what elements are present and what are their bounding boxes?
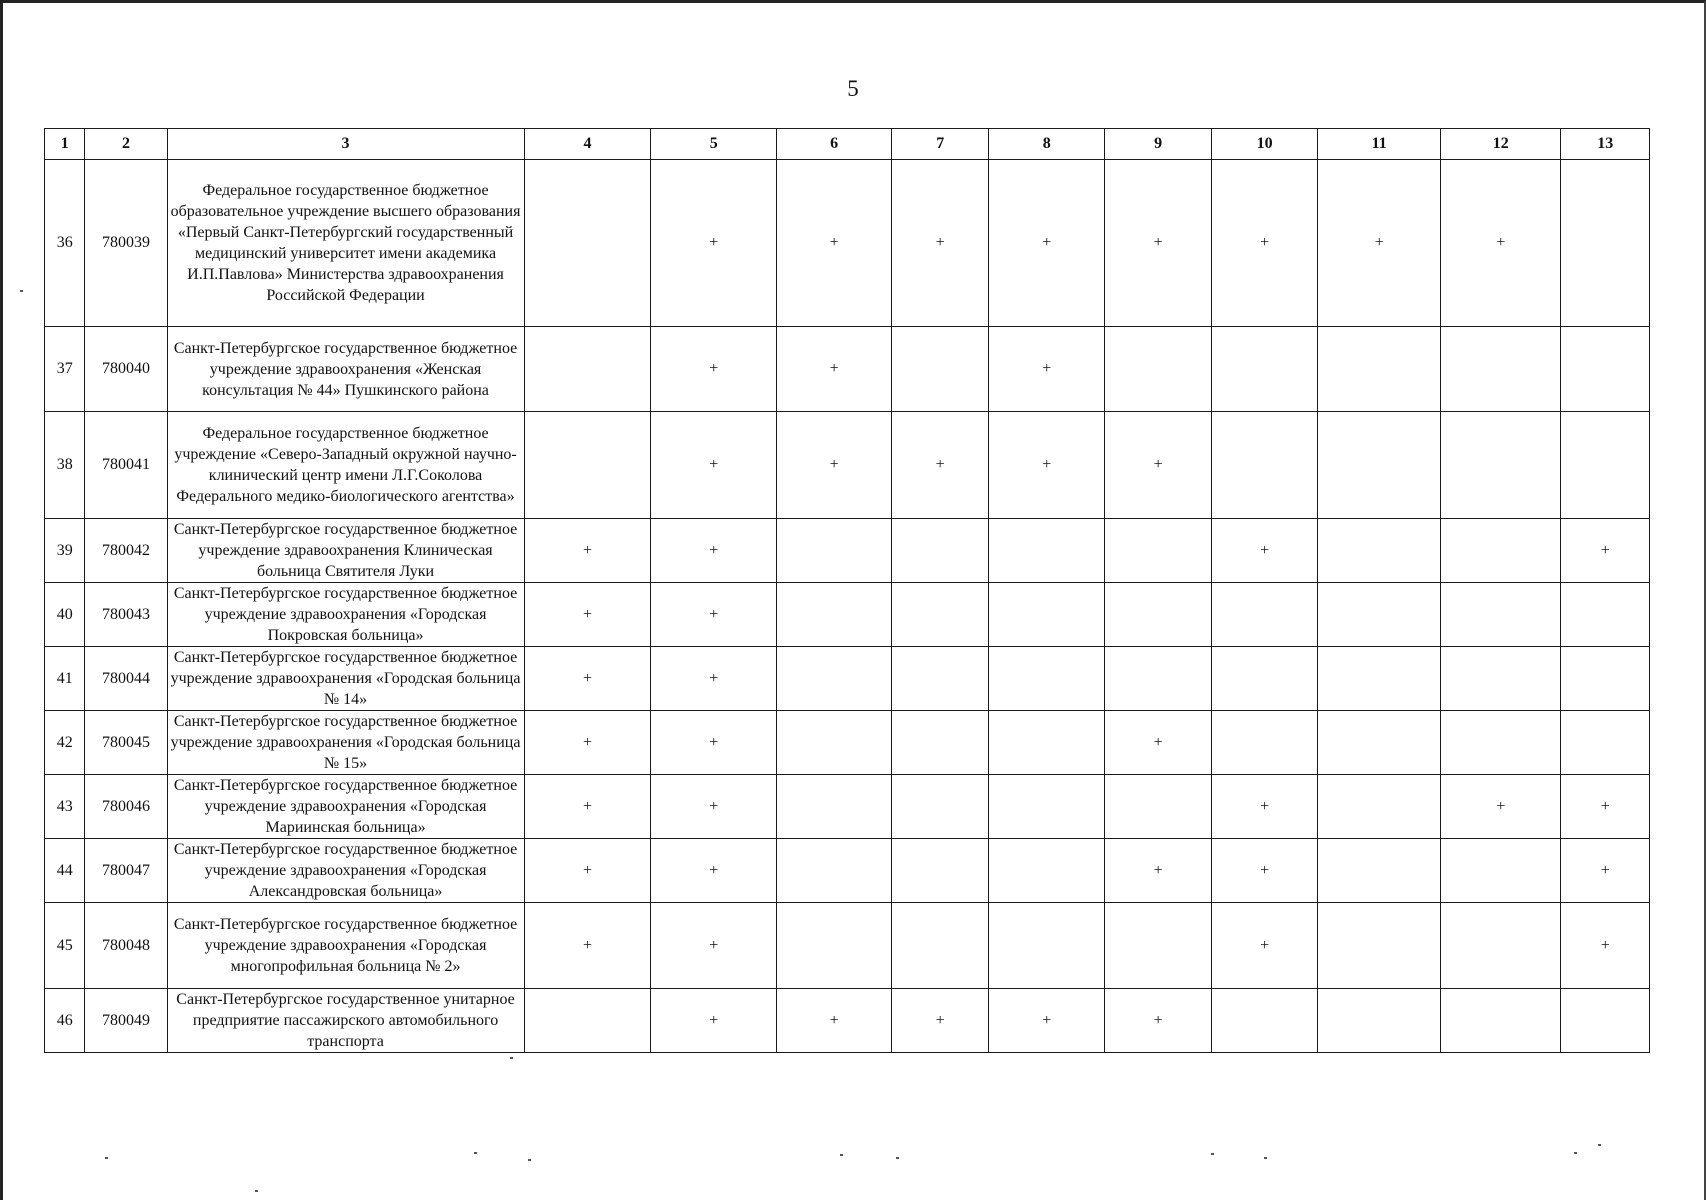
mark-cell-col-6: + xyxy=(777,989,892,1053)
scan-speck xyxy=(474,1152,477,1154)
row-number: 44 xyxy=(45,839,85,903)
mark-cell-col-6: + xyxy=(777,327,892,412)
mark-cell-col-10 xyxy=(1211,412,1318,519)
scan-speck xyxy=(1598,1144,1601,1146)
mark-cell-col-9: + xyxy=(1105,160,1212,327)
mark-cell-col-10: + xyxy=(1211,839,1318,903)
table-row xyxy=(45,519,1650,583)
column-header-12: 12 xyxy=(1441,129,1561,160)
mark-cell-col-5: + xyxy=(651,647,777,711)
mark-cell-col-5: + xyxy=(651,903,777,989)
mark-cell-col-7: + xyxy=(892,160,989,327)
mark-cell-col-12 xyxy=(1441,327,1561,412)
scan-speck xyxy=(840,1154,843,1156)
organization-code: 780040 xyxy=(85,327,167,412)
organization-code: 780049 xyxy=(85,989,167,1053)
mark-cell-col-11 xyxy=(1318,775,1441,839)
table-row xyxy=(45,647,1650,711)
mark-cell-col-6 xyxy=(777,903,892,989)
mark-cell-col-6 xyxy=(777,519,892,583)
column-header-6: 6 xyxy=(777,129,892,160)
row-number: 46 xyxy=(45,989,85,1053)
organization-name: Санкт-Петербургское государственное бюджетное учреждение здравоохранения «Женская консультация № 44» Пушкинского района xyxy=(167,327,524,412)
column-header-5: 5 xyxy=(651,129,777,160)
mark-cell-col-9 xyxy=(1105,519,1212,583)
mark-cell-col-9 xyxy=(1105,647,1212,711)
organization-code: 780043 xyxy=(85,583,167,647)
mark-cell-col-4: + xyxy=(524,711,651,775)
mark-cell-col-8 xyxy=(989,583,1105,647)
mark-cell-col-4 xyxy=(524,412,651,519)
mark-cell-col-4: + xyxy=(524,775,651,839)
mark-cell-col-11 xyxy=(1318,903,1441,989)
mark-cell-col-9: + xyxy=(1105,839,1212,903)
row-number: 37 xyxy=(45,327,85,412)
mark-cell-col-9: + xyxy=(1105,711,1212,775)
table-row xyxy=(45,775,1650,839)
scan-speck xyxy=(20,290,23,292)
mark-cell-col-9 xyxy=(1105,903,1212,989)
mark-cell-col-7 xyxy=(892,327,989,412)
mark-cell-col-11 xyxy=(1318,583,1441,647)
mark-cell-col-12 xyxy=(1441,711,1561,775)
mark-cell-col-8: + xyxy=(989,327,1105,412)
mark-cell-col-5: + xyxy=(651,989,777,1053)
mark-cell-col-11 xyxy=(1318,839,1441,903)
organization-name: Федеральное государственное бюджетное образовательное учреждение высшего образования «Первый Санкт-Петербургский государственный медицинский университет имени академика И.П.Павлова» Министерства здравоохранения Российской Федерации xyxy=(167,160,524,327)
mark-cell-col-8 xyxy=(989,711,1105,775)
mark-cell-col-8: + xyxy=(989,160,1105,327)
mark-cell-col-5: + xyxy=(651,412,777,519)
page-number: 5 xyxy=(847,76,859,101)
organization-code: 780048 xyxy=(85,903,167,989)
mark-cell-col-10 xyxy=(1211,989,1318,1053)
organization-name: Санкт-Петербургское государственное бюджетное учреждение здравоохранения «Городская Мариинская больница» xyxy=(167,775,524,839)
mark-cell-col-7 xyxy=(892,839,989,903)
mark-cell-col-11 xyxy=(1318,327,1441,412)
table-row xyxy=(45,160,1650,327)
mark-cell-col-8: + xyxy=(989,989,1105,1053)
mark-cell-col-13 xyxy=(1561,647,1650,711)
row-number: 40 xyxy=(45,583,85,647)
column-header-8: 8 xyxy=(989,129,1105,160)
mark-cell-col-12 xyxy=(1441,519,1561,583)
row-number: 38 xyxy=(45,412,85,519)
mark-cell-col-4: + xyxy=(524,583,651,647)
table-body xyxy=(45,160,1650,1053)
mark-cell-col-7 xyxy=(892,519,989,583)
mark-cell-col-10 xyxy=(1211,647,1318,711)
scan-speck xyxy=(896,1157,899,1159)
mark-cell-col-9 xyxy=(1105,583,1212,647)
mark-cell-col-11 xyxy=(1318,412,1441,519)
mark-cell-col-7 xyxy=(892,903,989,989)
mark-cell-col-4: + xyxy=(524,839,651,903)
mark-cell-col-4: + xyxy=(524,519,651,583)
mark-cell-col-8 xyxy=(989,647,1105,711)
table-row xyxy=(45,583,1650,647)
row-number: 43 xyxy=(45,775,85,839)
organization-code: 780042 xyxy=(85,519,167,583)
organization-name: Санкт-Петербургское государственное бюджетное учреждение здравоохранения «Городская больница № 15» xyxy=(167,711,524,775)
column-header-7: 7 xyxy=(892,129,989,160)
mark-cell-col-13 xyxy=(1561,711,1650,775)
mark-cell-col-10: + xyxy=(1211,519,1318,583)
mark-cell-col-13 xyxy=(1561,989,1650,1053)
mark-cell-col-10 xyxy=(1211,583,1318,647)
column-header-4: 4 xyxy=(524,129,651,160)
mark-cell-col-6 xyxy=(777,647,892,711)
organization-code: 780047 xyxy=(85,839,167,903)
row-number: 41 xyxy=(45,647,85,711)
column-header-13: 13 xyxy=(1561,129,1650,160)
column-header-9: 9 xyxy=(1105,129,1212,160)
organization-name: Санкт-Петербургское государственное бюджетное учреждение здравоохранения «Городская многопрофильная больница № 2» xyxy=(167,903,524,989)
mark-cell-col-5: + xyxy=(651,160,777,327)
mark-cell-col-6 xyxy=(777,839,892,903)
mark-cell-col-13: + xyxy=(1561,903,1650,989)
scan-speck xyxy=(528,1159,531,1161)
mark-cell-col-8 xyxy=(989,775,1105,839)
mark-cell-col-7 xyxy=(892,775,989,839)
organization-code: 780045 xyxy=(85,711,167,775)
table-row xyxy=(45,903,1650,989)
mark-cell-col-7 xyxy=(892,711,989,775)
mark-cell-col-12 xyxy=(1441,903,1561,989)
row-number: 42 xyxy=(45,711,85,775)
mark-cell-col-5: + xyxy=(651,583,777,647)
mark-cell-col-13 xyxy=(1561,412,1650,519)
mark-cell-col-9 xyxy=(1105,775,1212,839)
table-row xyxy=(45,327,1650,412)
mark-cell-col-9 xyxy=(1105,327,1212,412)
mark-cell-col-12 xyxy=(1441,839,1561,903)
organization-code: 780044 xyxy=(85,647,167,711)
mark-cell-col-7: + xyxy=(892,989,989,1053)
table-row xyxy=(45,412,1650,519)
mark-cell-col-6 xyxy=(777,775,892,839)
table-row xyxy=(45,989,1650,1053)
mark-cell-col-12 xyxy=(1441,989,1561,1053)
organization-name: Санкт-Петербургское государственное унитарное предприятие пассажирского автомобильного транспорта xyxy=(167,989,524,1053)
mark-cell-col-4: + xyxy=(524,903,651,989)
mark-cell-col-7: + xyxy=(892,412,989,519)
mark-cell-col-6: + xyxy=(777,412,892,519)
mark-cell-col-5: + xyxy=(651,839,777,903)
column-header-2: 2 xyxy=(85,129,167,160)
organization-code: 780041 xyxy=(85,412,167,519)
mark-cell-col-9: + xyxy=(1105,989,1212,1053)
mark-cell-col-4 xyxy=(524,160,651,327)
mark-cell-col-7 xyxy=(892,583,989,647)
mark-cell-col-13: + xyxy=(1561,775,1650,839)
mark-cell-col-4 xyxy=(524,327,651,412)
mark-cell-col-12 xyxy=(1441,647,1561,711)
row-number: 36 xyxy=(45,160,85,327)
mark-cell-col-6: + xyxy=(777,160,892,327)
mark-cell-col-12: + xyxy=(1441,160,1561,327)
mark-cell-col-4: + xyxy=(524,647,651,711)
mark-cell-col-4 xyxy=(524,989,651,1053)
mark-cell-col-12 xyxy=(1441,412,1561,519)
column-header-1: 1 xyxy=(45,129,85,160)
organization-code: 780046 xyxy=(85,775,167,839)
mark-cell-col-5: + xyxy=(651,775,777,839)
mark-cell-col-10 xyxy=(1211,327,1318,412)
mark-cell-col-11 xyxy=(1318,519,1441,583)
organization-code: 780039 xyxy=(85,160,167,327)
scan-speck xyxy=(1574,1152,1577,1154)
scan-speck xyxy=(255,1190,258,1192)
mark-cell-col-11 xyxy=(1318,647,1441,711)
mark-cell-col-13 xyxy=(1561,583,1650,647)
row-number: 39 xyxy=(45,519,85,583)
mark-cell-col-13 xyxy=(1561,327,1650,412)
mark-cell-col-8 xyxy=(989,839,1105,903)
scan-speck xyxy=(1264,1157,1267,1159)
mark-cell-col-8: + xyxy=(989,412,1105,519)
scan-speck xyxy=(1211,1153,1214,1155)
mark-cell-col-13: + xyxy=(1561,519,1650,583)
mark-cell-col-12: + xyxy=(1441,775,1561,839)
organization-name: Санкт-Петербургское государственное бюджетное учреждение здравоохранения «Городская Покровская больница» xyxy=(167,583,524,647)
mark-cell-col-7 xyxy=(892,647,989,711)
mark-cell-col-12 xyxy=(1441,583,1561,647)
mark-cell-col-10: + xyxy=(1211,160,1318,327)
column-header-3: 3 xyxy=(167,129,524,160)
column-header-11: 11 xyxy=(1318,129,1441,160)
mark-cell-col-9: + xyxy=(1105,412,1212,519)
mark-cell-col-6 xyxy=(777,711,892,775)
scan-speck xyxy=(510,1057,513,1059)
mark-cell-col-5: + xyxy=(651,327,777,412)
column-header-10: 10 xyxy=(1211,129,1318,160)
organization-name: Санкт-Петербургское государственное бюджетное учреждение здравоохранения Клиническая больница Святителя Луки xyxy=(167,519,524,583)
organization-name: Санкт-Петербургское государственное бюджетное учреждение здравоохранения «Городская больница № 14» xyxy=(167,647,524,711)
header-row xyxy=(45,129,1650,160)
mark-cell-col-11: + xyxy=(1318,160,1441,327)
mark-cell-col-5: + xyxy=(651,519,777,583)
table-row xyxy=(45,839,1650,903)
mark-cell-col-8 xyxy=(989,519,1105,583)
mark-cell-col-10: + xyxy=(1211,903,1318,989)
mark-cell-col-11 xyxy=(1318,989,1441,1053)
mark-cell-col-11 xyxy=(1318,711,1441,775)
row-number: 45 xyxy=(45,903,85,989)
organization-name: Федеральное государственное бюджетное учреждение «Северо-Западный окружной научно-клинический центр имени Л.Г.Соколова Федерального медико-биологического агентства» xyxy=(167,412,524,519)
data-table xyxy=(44,128,1650,1053)
mark-cell-col-8 xyxy=(989,903,1105,989)
table-row xyxy=(45,711,1650,775)
mark-cell-col-13: + xyxy=(1561,839,1650,903)
mark-cell-col-5: + xyxy=(651,711,777,775)
mark-cell-col-13 xyxy=(1561,160,1650,327)
mark-cell-col-10: + xyxy=(1211,775,1318,839)
organization-name: Санкт-Петербургское государственное бюджетное учреждение здравоохранения «Городская Александровская больница» xyxy=(167,839,524,903)
scan-speck xyxy=(105,1157,108,1159)
mark-cell-col-10 xyxy=(1211,711,1318,775)
mark-cell-col-6 xyxy=(777,583,892,647)
